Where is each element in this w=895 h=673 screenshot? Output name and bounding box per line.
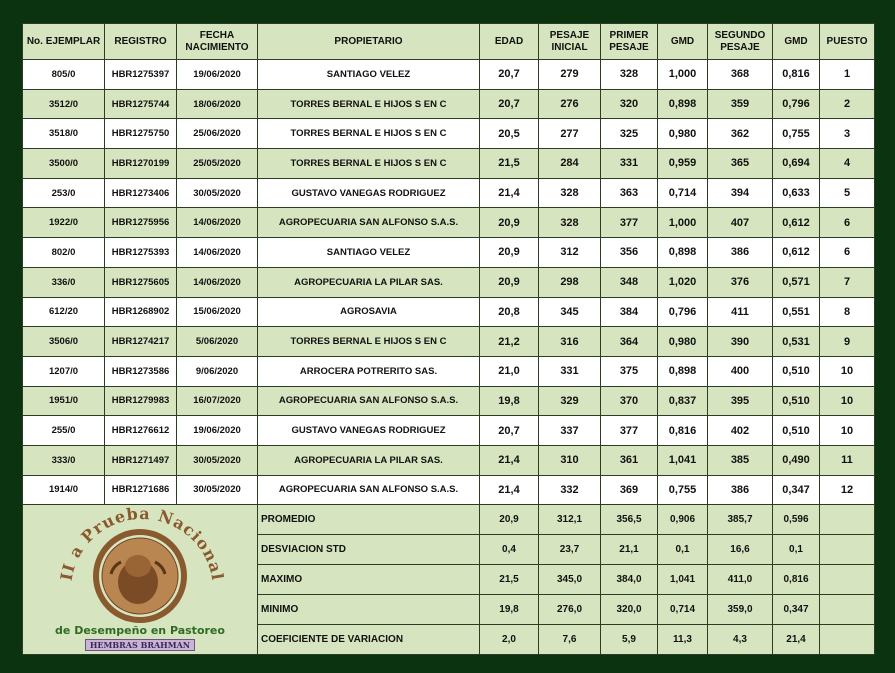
edad-cell: 20,8 bbox=[480, 297, 539, 327]
fecha-cell: 18/06/2020 bbox=[177, 89, 258, 119]
propietario-cell: TORRES BERNAL E HIJOS S EN C bbox=[258, 89, 480, 119]
primer-pesaje-cell: 375 bbox=[601, 356, 658, 386]
propietario-cell: SANTIAGO VELEZ bbox=[258, 238, 480, 268]
pesaje-inicial-cell: 312 bbox=[539, 238, 601, 268]
registro-cell: HBR1275956 bbox=[105, 208, 177, 238]
stat-value: 21,1 bbox=[601, 535, 658, 565]
puesto-cell: 7 bbox=[820, 267, 875, 297]
pesaje-inicial-cell: 316 bbox=[539, 327, 601, 357]
table-row[interactable] bbox=[23, 445, 875, 475]
primer-pesaje-cell: 364 bbox=[601, 327, 658, 357]
ejemplar-cell: 612/20 bbox=[23, 297, 105, 327]
stats-row bbox=[23, 505, 875, 535]
segundo-pesaje-cell: 368 bbox=[708, 60, 773, 90]
segundo-pesaje-cell: 395 bbox=[708, 386, 773, 416]
stat-value: 0,816 bbox=[773, 565, 820, 595]
edad-cell: 20,9 bbox=[480, 208, 539, 238]
stat-value: 1,041 bbox=[658, 565, 708, 595]
gmd1-cell: 1,020 bbox=[658, 267, 708, 297]
gmd1-cell: 0,714 bbox=[658, 178, 708, 208]
stat-value: 356,5 bbox=[601, 505, 658, 535]
propietario-cell: AGROSAVIA bbox=[258, 297, 480, 327]
puesto-cell: 10 bbox=[820, 356, 875, 386]
gmd1-cell: 0,898 bbox=[658, 238, 708, 268]
table-row[interactable] bbox=[23, 327, 875, 357]
puesto-cell: 11 bbox=[820, 445, 875, 475]
stat-label: MINIMO bbox=[258, 595, 480, 625]
puesto-cell: 6 bbox=[820, 238, 875, 268]
gmd2-cell: 0,510 bbox=[773, 386, 820, 416]
table-row[interactable] bbox=[23, 416, 875, 446]
registro-cell: HBR1268902 bbox=[105, 297, 177, 327]
fecha-cell: 25/06/2020 bbox=[177, 119, 258, 149]
edad-cell: 21,4 bbox=[480, 475, 539, 505]
stat-value: 312,1 bbox=[539, 505, 601, 535]
logo-badge: HEMBRAS BRAHMAN bbox=[85, 639, 195, 651]
stat-value: 4,3 bbox=[708, 625, 773, 655]
primer-pesaje-cell: 348 bbox=[601, 267, 658, 297]
table-row[interactable] bbox=[23, 60, 875, 90]
propietario-cell: GUSTAVO VANEGAS RODRIGUEZ bbox=[258, 178, 480, 208]
edad-cell: 21,0 bbox=[480, 356, 539, 386]
edad-cell: 19,8 bbox=[480, 386, 539, 416]
registro-cell: HBR1274217 bbox=[105, 327, 177, 357]
registro-cell: HBR1279983 bbox=[105, 386, 177, 416]
ejemplar-cell: 3500/0 bbox=[23, 149, 105, 179]
fecha-cell: 25/05/2020 bbox=[177, 149, 258, 179]
gmd2-cell: 0,755 bbox=[773, 119, 820, 149]
edad-cell: 21,4 bbox=[480, 178, 539, 208]
segundo-pesaje-cell: 362 bbox=[708, 119, 773, 149]
table-row[interactable] bbox=[23, 267, 875, 297]
gmd2-cell: 0,796 bbox=[773, 89, 820, 119]
gmd2-cell: 0,510 bbox=[773, 416, 820, 446]
gmd1-cell: 0,980 bbox=[658, 327, 708, 357]
stat-value: 0,714 bbox=[658, 595, 708, 625]
stat-empty-cell bbox=[820, 565, 875, 595]
gmd2-cell: 0,347 bbox=[773, 475, 820, 505]
fecha-cell: 9/06/2020 bbox=[177, 356, 258, 386]
primer-pesaje-cell: 356 bbox=[601, 238, 658, 268]
stat-label: DESVIACION STD bbox=[258, 535, 480, 565]
edad-cell: 20,9 bbox=[480, 267, 539, 297]
col-header[interactable]: SEGUNDO PESAJE bbox=[708, 24, 773, 60]
stat-value: 0,596 bbox=[773, 505, 820, 535]
pesaje-inicial-cell: 284 bbox=[539, 149, 601, 179]
primer-pesaje-cell: 377 bbox=[601, 416, 658, 446]
registro-cell: HBR1275744 bbox=[105, 89, 177, 119]
table-row[interactable] bbox=[23, 119, 875, 149]
pesaje-inicial-cell: 276 bbox=[539, 89, 601, 119]
puesto-cell: 1 bbox=[820, 60, 875, 90]
ejemplar-cell: 336/0 bbox=[23, 267, 105, 297]
gmd2-cell: 0,612 bbox=[773, 238, 820, 268]
stat-value: 320,0 bbox=[601, 595, 658, 625]
gmd2-cell: 0,510 bbox=[773, 356, 820, 386]
registro-cell: HBR1273406 bbox=[105, 178, 177, 208]
gmd2-cell: 0,551 bbox=[773, 297, 820, 327]
fecha-cell: 14/06/2020 bbox=[177, 238, 258, 268]
ejemplar-cell: 3506/0 bbox=[23, 327, 105, 357]
ejemplar-cell: 3512/0 bbox=[23, 89, 105, 119]
col-header[interactable]: PROPIETARIO bbox=[258, 24, 480, 60]
propietario-cell: AGROPECUARIA SAN ALFONSO S.A.S. bbox=[258, 208, 480, 238]
fecha-cell: 14/06/2020 bbox=[177, 267, 258, 297]
stat-value: 21,5 bbox=[480, 565, 539, 595]
pesaje-inicial-cell: 329 bbox=[539, 386, 601, 416]
registro-cell: HBR1275605 bbox=[105, 267, 177, 297]
gmd2-cell: 0,633 bbox=[773, 178, 820, 208]
col-header[interactable]: No. EJEMPLAR bbox=[23, 24, 105, 60]
fecha-cell: 30/05/2020 bbox=[177, 475, 258, 505]
logo-subtitle: de Desempeño en Pastoreo bbox=[55, 624, 225, 638]
stat-empty-cell bbox=[820, 535, 875, 565]
gmd2-cell: 0,531 bbox=[773, 327, 820, 357]
header-row bbox=[23, 24, 875, 60]
pesaje-inicial-cell: 331 bbox=[539, 356, 601, 386]
fecha-cell: 15/06/2020 bbox=[177, 297, 258, 327]
pesaje-inicial-cell: 328 bbox=[539, 178, 601, 208]
ejemplar-cell: 255/0 bbox=[23, 416, 105, 446]
puesto-cell: 3 bbox=[820, 119, 875, 149]
propietario-cell: ARROCERA POTRERITO SAS. bbox=[258, 356, 480, 386]
pesaje-inicial-cell: 310 bbox=[539, 445, 601, 475]
gmd1-cell: 0,796 bbox=[658, 297, 708, 327]
fecha-cell: 19/06/2020 bbox=[177, 416, 258, 446]
primer-pesaje-cell: 361 bbox=[601, 445, 658, 475]
registro-cell: HBR1273586 bbox=[105, 356, 177, 386]
gmd2-cell: 0,490 bbox=[773, 445, 820, 475]
registro-cell: HBR1275397 bbox=[105, 60, 177, 90]
stat-value: 16,6 bbox=[708, 535, 773, 565]
primer-pesaje-cell: 369 bbox=[601, 475, 658, 505]
results-table bbox=[22, 23, 875, 655]
col-header[interactable]: PESAJE INICIAL bbox=[539, 24, 601, 60]
primer-pesaje-cell: 325 bbox=[601, 119, 658, 149]
registro-cell: HBR1275750 bbox=[105, 119, 177, 149]
gmd1-cell: 0,816 bbox=[658, 416, 708, 446]
propietario-cell: TORRES BERNAL E HIJOS S EN C bbox=[258, 149, 480, 179]
ejemplar-cell: 802/0 bbox=[23, 238, 105, 268]
segundo-pesaje-cell: 390 bbox=[708, 327, 773, 357]
propietario-cell: GUSTAVO VANEGAS RODRIGUEZ bbox=[258, 416, 480, 446]
registro-cell: HBR1271497 bbox=[105, 445, 177, 475]
ejemplar-cell: 1922/0 bbox=[23, 208, 105, 238]
stat-value: 11,3 bbox=[658, 625, 708, 655]
gmd2-cell: 0,571 bbox=[773, 267, 820, 297]
stat-value: 20,9 bbox=[480, 505, 539, 535]
table-row[interactable] bbox=[23, 149, 875, 179]
ejemplar-cell: 805/0 bbox=[23, 60, 105, 90]
segundo-pesaje-cell: 376 bbox=[708, 267, 773, 297]
primer-pesaje-cell: 331 bbox=[601, 149, 658, 179]
puesto-cell: 12 bbox=[820, 475, 875, 505]
registro-cell: HBR1271686 bbox=[105, 475, 177, 505]
fecha-cell: 16/07/2020 bbox=[177, 386, 258, 416]
stats-section bbox=[23, 505, 875, 655]
primer-pesaje-cell: 370 bbox=[601, 386, 658, 416]
segundo-pesaje-cell: 411 bbox=[708, 297, 773, 327]
segundo-pesaje-cell: 359 bbox=[708, 89, 773, 119]
gmd1-cell: 1,000 bbox=[658, 208, 708, 238]
segundo-pesaje-cell: 385 bbox=[708, 445, 773, 475]
gmd2-cell: 0,816 bbox=[773, 60, 820, 90]
col-header[interactable]: GMD bbox=[773, 24, 820, 60]
primer-pesaje-cell: 384 bbox=[601, 297, 658, 327]
fecha-cell: 30/05/2020 bbox=[177, 445, 258, 475]
svg-text:II a Prueba Nacional bbox=[57, 506, 228, 582]
ejemplar-cell: 333/0 bbox=[23, 445, 105, 475]
segundo-pesaje-cell: 407 bbox=[708, 208, 773, 238]
event-logo bbox=[23, 505, 258, 655]
propietario-cell: AGROPECUARIA LA PILAR SAS. bbox=[258, 267, 480, 297]
gmd1-cell: 0,898 bbox=[658, 356, 708, 386]
table-row[interactable] bbox=[23, 297, 875, 327]
stat-label: PROMEDIO bbox=[258, 505, 480, 535]
stat-value: 0,4 bbox=[480, 535, 539, 565]
puesto-cell: 10 bbox=[820, 386, 875, 416]
table-row[interactable] bbox=[23, 356, 875, 386]
primer-pesaje-cell: 363 bbox=[601, 178, 658, 208]
edad-cell: 21,5 bbox=[480, 149, 539, 179]
propietario-cell: AGROPECUARIA SAN ALFONSO S.A.S. bbox=[258, 386, 480, 416]
gmd1-cell: 0,898 bbox=[658, 89, 708, 119]
stat-value: 384,0 bbox=[601, 565, 658, 595]
primer-pesaje-cell: 328 bbox=[601, 60, 658, 90]
stat-label: COEFICIENTE DE VARIACION bbox=[258, 625, 480, 655]
col-header[interactable]: GMD bbox=[658, 24, 708, 60]
segundo-pesaje-cell: 365 bbox=[708, 149, 773, 179]
segundo-pesaje-cell: 386 bbox=[708, 238, 773, 268]
propietario-cell: AGROPECUARIA LA PILAR SAS. bbox=[258, 445, 480, 475]
segundo-pesaje-cell: 394 bbox=[708, 178, 773, 208]
puesto-cell: 8 bbox=[820, 297, 875, 327]
gmd1-cell: 0,755 bbox=[658, 475, 708, 505]
fecha-cell: 19/06/2020 bbox=[177, 60, 258, 90]
stat-value: 21,4 bbox=[773, 625, 820, 655]
puesto-cell: 6 bbox=[820, 208, 875, 238]
propietario-cell: TORRES BERNAL E HIJOS S EN C bbox=[258, 119, 480, 149]
table-row[interactable] bbox=[23, 178, 875, 208]
edad-cell: 20,7 bbox=[480, 416, 539, 446]
stat-value: 0,906 bbox=[658, 505, 708, 535]
gmd1-cell: 0,837 bbox=[658, 386, 708, 416]
puesto-cell: 5 bbox=[820, 178, 875, 208]
pesaje-inicial-cell: 337 bbox=[539, 416, 601, 446]
table-row[interactable] bbox=[23, 475, 875, 505]
edad-cell: 20,5 bbox=[480, 119, 539, 149]
edad-cell: 20,9 bbox=[480, 238, 539, 268]
pesaje-inicial-cell: 277 bbox=[539, 119, 601, 149]
primer-pesaje-cell: 377 bbox=[601, 208, 658, 238]
pesaje-inicial-cell: 279 bbox=[539, 60, 601, 90]
col-header[interactable]: FECHA NACIMIENTO bbox=[177, 24, 258, 60]
pesaje-inicial-cell: 298 bbox=[539, 267, 601, 297]
ejemplar-cell: 3518/0 bbox=[23, 119, 105, 149]
gmd2-cell: 0,612 bbox=[773, 208, 820, 238]
table-row[interactable] bbox=[23, 386, 875, 416]
gmd1-cell: 1,041 bbox=[658, 445, 708, 475]
segundo-pesaje-cell: 386 bbox=[708, 475, 773, 505]
logo-title-text: II a Prueba Nacional bbox=[56, 506, 228, 583]
propietario-cell: SANTIAGO VELEZ bbox=[258, 60, 480, 90]
stat-value: 276,0 bbox=[539, 595, 601, 625]
table-row[interactable] bbox=[23, 208, 875, 238]
segundo-pesaje-cell: 402 bbox=[708, 416, 773, 446]
primer-pesaje-cell: 320 bbox=[601, 89, 658, 119]
pesaje-inicial-cell: 332 bbox=[539, 475, 601, 505]
ejemplar-cell: 1914/0 bbox=[23, 475, 105, 505]
edad-cell: 21,2 bbox=[480, 327, 539, 357]
segundo-pesaje-cell: 400 bbox=[708, 356, 773, 386]
stat-value: 23,7 bbox=[539, 535, 601, 565]
edad-cell: 21,4 bbox=[480, 445, 539, 475]
puesto-cell: 10 bbox=[820, 416, 875, 446]
puesto-cell: 4 bbox=[820, 149, 875, 179]
stat-empty-cell bbox=[820, 625, 875, 655]
puesto-cell: 2 bbox=[820, 89, 875, 119]
stat-value: 5,9 bbox=[601, 625, 658, 655]
stat-value: 19,8 bbox=[480, 595, 539, 625]
gmd2-cell: 0,694 bbox=[773, 149, 820, 179]
stat-value: 345,0 bbox=[539, 565, 601, 595]
stat-value: 7,6 bbox=[539, 625, 601, 655]
pesaje-inicial-cell: 328 bbox=[539, 208, 601, 238]
pesaje-inicial-cell: 345 bbox=[539, 297, 601, 327]
stat-value: 0,347 bbox=[773, 595, 820, 625]
fecha-cell: 5/06/2020 bbox=[177, 327, 258, 357]
col-header[interactable]: EDAD bbox=[480, 24, 539, 60]
col-header[interactable]: REGISTRO bbox=[105, 24, 177, 60]
propietario-cell: TORRES BERNAL E HIJOS S EN C bbox=[258, 327, 480, 357]
gmd1-cell: 0,980 bbox=[658, 119, 708, 149]
stat-empty-cell bbox=[820, 505, 875, 535]
ejemplar-cell: 1207/0 bbox=[23, 356, 105, 386]
stat-value: 0,1 bbox=[773, 535, 820, 565]
table-row[interactable] bbox=[23, 89, 875, 119]
gmd1-cell: 0,959 bbox=[658, 149, 708, 179]
stat-empty-cell bbox=[820, 595, 875, 625]
registro-cell: HBR1276612 bbox=[105, 416, 177, 446]
stat-value: 411,0 bbox=[708, 565, 773, 595]
col-header[interactable]: PRIMER PESAJE bbox=[601, 24, 658, 60]
stat-value: 359,0 bbox=[708, 595, 773, 625]
ejemplar-cell: 253/0 bbox=[23, 178, 105, 208]
stat-value: 2,0 bbox=[480, 625, 539, 655]
table-body bbox=[23, 60, 875, 505]
propietario-cell: AGROPECUARIA SAN ALFONSO S.A.S. bbox=[258, 475, 480, 505]
table-row[interactable] bbox=[23, 238, 875, 268]
stat-label: MAXIMO bbox=[258, 565, 480, 595]
registro-cell: HBR1270199 bbox=[105, 149, 177, 179]
ejemplar-cell: 1951/0 bbox=[23, 386, 105, 416]
fecha-cell: 14/06/2020 bbox=[177, 208, 258, 238]
edad-cell: 20,7 bbox=[480, 89, 539, 119]
puesto-cell: 9 bbox=[820, 327, 875, 357]
gmd1-cell: 1,000 bbox=[658, 60, 708, 90]
stat-value: 0,1 bbox=[658, 535, 708, 565]
stat-value: 385,7 bbox=[708, 505, 773, 535]
registro-cell: HBR1275393 bbox=[105, 238, 177, 268]
edad-cell: 20,7 bbox=[480, 60, 539, 90]
col-header[interactable]: PUESTO bbox=[820, 24, 875, 60]
fecha-cell: 30/05/2020 bbox=[177, 178, 258, 208]
